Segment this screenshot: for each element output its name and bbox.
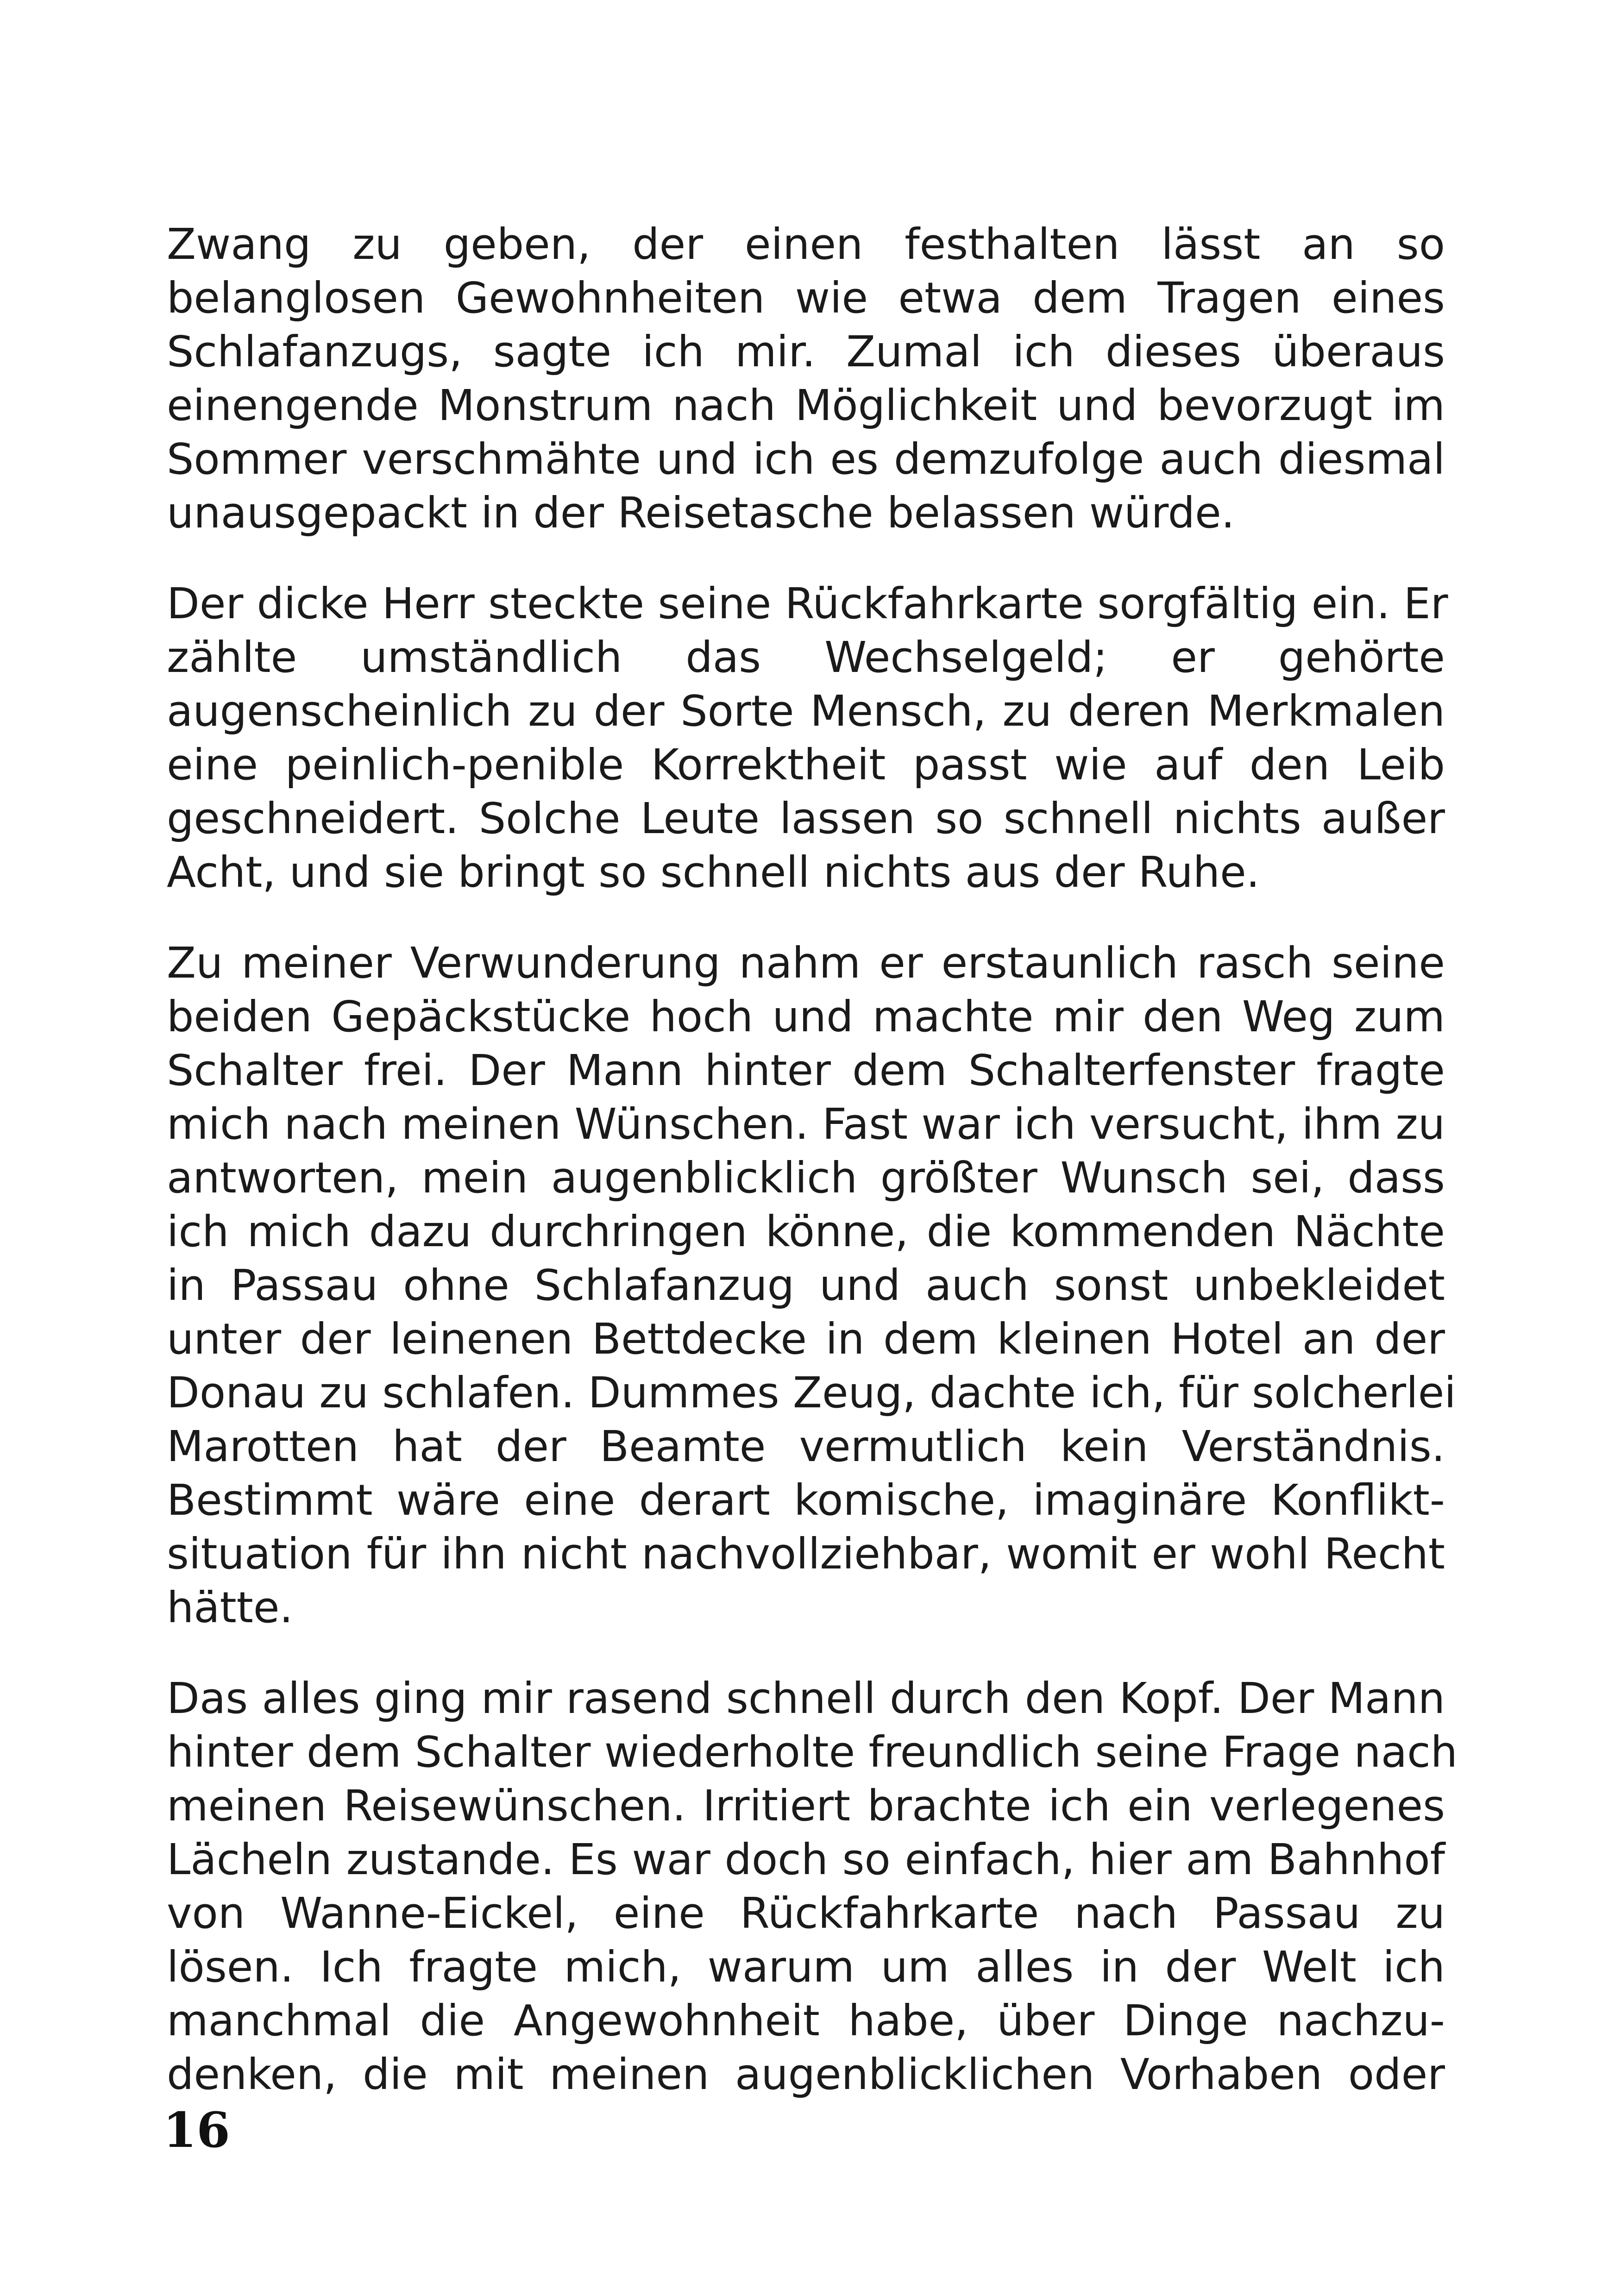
text-line: eine peinlich-penible Korrektheit passt wie auf den Leib — [167, 740, 1445, 790]
text-line: hinter dem Schalter wiederholte freundlich seine Frage nach — [167, 1727, 1458, 1777]
text-line: Zwang zu geben, der einen festhalten lässt an so — [167, 220, 1445, 269]
text-line: situation für ihn nicht nachvollziehbar, womit er wohl Recht — [167, 1529, 1445, 1579]
text-line: beiden Gepäckstücke hoch und machte mir den Weg zum — [167, 992, 1445, 1041]
text-line: mich nach meinen Wünschen. Fast war ich versucht, ihm zu — [167, 1099, 1445, 1149]
body-text — [167, 218, 1458, 2139]
paragraph-1 — [167, 218, 1445, 540]
text-line: zählte umständlich das Wechselgeld; er gehörte — [167, 633, 1445, 682]
text-line: Schalter frei. Der Mann hinter dem Schalterfenster fragte — [167, 1046, 1445, 1095]
text-line: Das alles ging mir rasend schnell durch den Kopf. Der Mann — [167, 1674, 1445, 1723]
text-line: belanglosen Gewohnheiten wie etwa dem Tragen eines — [167, 273, 1445, 323]
text-line: ich mich dazu durchringen könne, die kommenden Nächte — [167, 1207, 1445, 1256]
text-line: meinen Reisewünschen. Irritiert brachte ich ein verlegenes — [167, 1781, 1445, 1831]
text-line: hätte. — [167, 1583, 293, 1632]
text-line: Schlafanzugs, sagte ich mir. Zumal ich dieses überaus — [167, 327, 1445, 376]
text-line: denken, die mit meinen augenblicklichen Vorhaben oder — [167, 2050, 1445, 2099]
text-line: Der dicke Herr steckte seine Rückfahrkarte sorgfältig ein. Er — [167, 579, 1448, 628]
text-line: Zu meiner Verwunderung nahm er erstaunlich rasch seine — [167, 938, 1445, 988]
text-line: Lächeln zustande. Es war doch so einfach, hier am Bahnhof — [167, 1835, 1445, 1884]
text-line: geschneidert. Solche Leute lassen so schnell nichts außer — [167, 794, 1445, 843]
text-line: manchmal die Angewohnheit habe, über Dinge nachzu- — [167, 1996, 1445, 2045]
text-line: antworten, mein augenblicklich größter Wunsch sei, dass — [167, 1153, 1445, 1203]
text-line: augenscheinlich zu der Sorte Mensch, zu deren Merkmalen — [167, 686, 1445, 736]
text-line: unausgepackt in der Reisetasche belassen würde. — [167, 488, 1235, 538]
text-line: Donau zu schlafen. Dummes Zeug, dachte ich, für solcherlei — [167, 1368, 1456, 1418]
paragraph-3 — [167, 936, 1456, 1635]
paragraph-2 — [167, 577, 1448, 899]
text-line: Bestimmt wäre eine derart komische, imaginäre Konflikt- — [167, 1475, 1445, 1525]
text-line: lösen. Ich fragte mich, warum um alles in der Welt ich — [167, 1942, 1445, 1992]
text-line: einengende Monstrum nach Möglichkeit und bevorzugt im — [167, 381, 1445, 430]
paragraph-4 — [167, 1672, 1458, 2102]
text-line: Sommer verschmähte und ich es demzufolge auch diesmal — [167, 434, 1445, 484]
page-number: 16 — [163, 2102, 230, 2158]
text-line: in Passau ohne Schlafanzug und auch sonst unbekleidet — [167, 1261, 1445, 1310]
text-line: von Wanne-Eickel, eine Rückfahrkarte nach Passau zu — [167, 1888, 1445, 1938]
text-line: Acht, und sie bringt so schnell nichts aus der Ruhe. — [167, 847, 1260, 897]
text-line: unter der leinenen Bettdecke in dem kleinen Hotel an der — [167, 1314, 1445, 1364]
text-line: Marotten hat der Beamte vermutlich kein Verständnis. — [167, 1422, 1445, 1471]
